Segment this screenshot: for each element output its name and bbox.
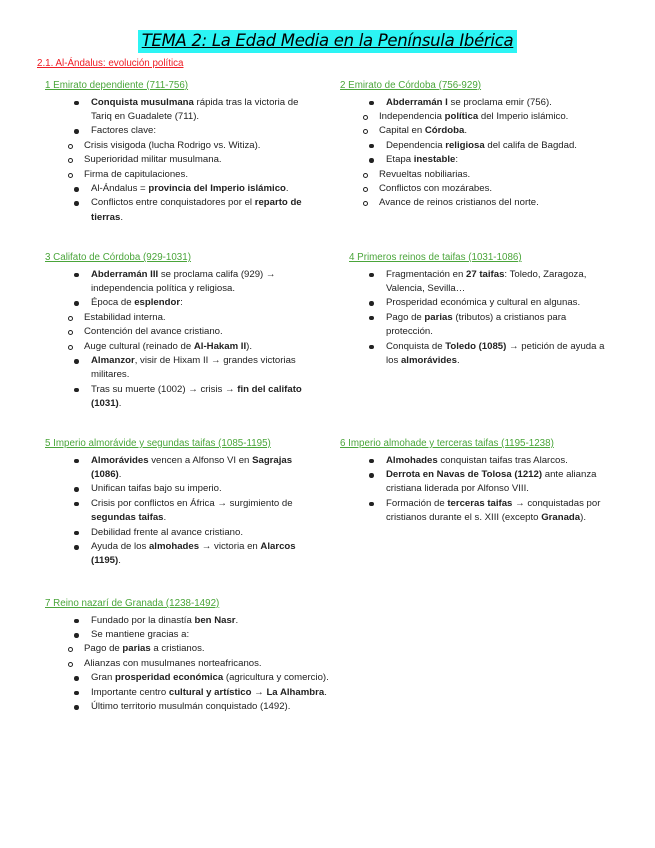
block-imperio-almohade <box>340 437 610 526</box>
bold-text: Conquista musulmana <box>91 96 194 108</box>
item-text: a cristianos. <box>150 643 205 655</box>
sub-list-item <box>0 642 385 656</box>
item-text: Revueltas nobiliarias. <box>379 168 471 180</box>
list-item <box>45 182 315 196</box>
item-text: . <box>235 614 239 626</box>
bold-text: 27 taifas <box>466 268 505 280</box>
item-text: : <box>180 297 183 309</box>
block-emirato-cordoba <box>340 79 630 211</box>
item-text: Fundado por la dinastía <box>91 614 195 626</box>
bold-text: Almorávides <box>91 454 149 466</box>
bold-text: prosperidad económica <box>115 672 224 684</box>
bold-text: almohades <box>148 541 200 553</box>
item-text: Avance de reinos cristianos del norte. <box>379 197 539 209</box>
item-text: vencen a Alfonso VI en <box>148 454 253 466</box>
item-text: Estabilidad interna. <box>84 311 166 323</box>
item-text: Conflictos con mozárabes. <box>379 183 493 195</box>
item-text: . <box>324 686 327 698</box>
item-text: se proclama califa (929) → independencia política y religiosa. <box>91 268 276 295</box>
section-heading: 2.1. Al-Ándalus: evolución política <box>37 58 184 69</box>
bold-text: fin del califato (1031) <box>91 383 302 410</box>
bold-text: Granada <box>541 512 581 524</box>
list-item <box>45 671 385 685</box>
block-heading: 3 Califato de Córdoba (929-1031) <box>45 252 191 263</box>
item-text: . <box>163 512 167 524</box>
bold-text: Sagrajas (1086) <box>91 454 293 481</box>
item-text: , visir de Hixam II → grandes victorias militares. <box>91 355 296 381</box>
list-item <box>45 628 385 642</box>
list-item <box>45 96 315 125</box>
block-list <box>340 454 610 526</box>
list-item <box>45 540 320 569</box>
sub-list-item <box>0 139 315 153</box>
item-text: Fragmentación en <box>386 268 466 280</box>
item-text: . <box>464 125 467 137</box>
item-text: . <box>456 355 460 367</box>
bold-text: religiosa <box>445 139 485 151</box>
list-item <box>45 497 320 526</box>
page-title-text: TEMA 2: La Edad Media en la Península Ibérica <box>138 30 518 53</box>
item-text: → victoria en <box>199 541 261 553</box>
bold-text: política <box>444 111 479 123</box>
block-list <box>45 614 385 715</box>
list-item <box>45 268 315 297</box>
item-text: del Imperio islámico. <box>478 111 569 123</box>
list-item <box>45 614 385 628</box>
list-item <box>340 96 630 110</box>
item-text: Independencia <box>379 111 445 123</box>
block-heading: 7 Reino nazarí de Granada (1238-1492) <box>45 598 220 609</box>
item-text: Pago de <box>386 311 425 323</box>
item-text: Al-Ándalus = <box>91 183 149 195</box>
bold-text: Al-Hakam II <box>193 340 247 352</box>
item-text: → conquistadas por cristianos durante el s. XIII (excepto <box>386 497 601 524</box>
block-imperio-almoravide <box>45 437 320 569</box>
bold-text: segundas taifas <box>91 512 164 524</box>
block-heading: 1 Emirato dependiente (711-756) <box>45 80 189 91</box>
item-text: Debilidad frente al avance cristiano. <box>91 526 243 538</box>
sub-list-item <box>294 168 630 182</box>
item-text: Se mantiene gracias a: <box>91 629 190 641</box>
block-list <box>340 268 614 369</box>
item-text: Firma de capitulaciones. <box>84 168 188 180</box>
item-text: Crisis por conflictos en África → surgimiento de <box>91 497 293 509</box>
list-item <box>45 124 315 138</box>
item-text: → petición de ayuda a los <box>386 340 605 367</box>
item-text: . <box>285 183 289 195</box>
item-text: : <box>455 154 459 166</box>
item-text: Etapa <box>386 154 414 166</box>
item-text: Época de <box>91 297 135 309</box>
bold-text: Almohades <box>386 454 438 466</box>
bold-text: Derrota en Navas de Tolosa (1212) <box>386 469 543 481</box>
bold-text: parias <box>122 643 151 655</box>
block-heading: 5 Imperio almorávide y segundas taifas (1085-1195) <box>45 438 271 449</box>
bold-text: esplendor <box>134 297 181 309</box>
list-item <box>45 686 385 700</box>
item-text: . <box>118 469 122 481</box>
sub-list-item <box>294 196 630 210</box>
item-text: Pago de <box>84 643 123 655</box>
item-text: (tributos) a cristianos para protección. <box>386 311 567 338</box>
item-text: Unifican taifas bajo su imperio. <box>91 483 222 495</box>
item-text: rápida tras la victoria de Tariq en Guadalete (711). <box>91 96 299 123</box>
bold-text: reparto de tierras <box>91 197 302 223</box>
item-text: Dependencia <box>386 139 446 151</box>
block-list <box>340 96 630 211</box>
list-item <box>340 497 610 526</box>
item-text: . <box>118 555 121 567</box>
item-text: ). <box>246 340 253 352</box>
block-list <box>45 454 320 569</box>
bold-text: Abderramán I <box>386 96 448 108</box>
item-text: Crisis visigoda (lucha Rodrigo vs. Witiza). <box>84 139 261 151</box>
block-califato-cordoba <box>45 251 315 412</box>
sub-list-item <box>0 168 315 182</box>
bold-text: Alarcos (1195) <box>91 541 296 567</box>
block-list <box>45 268 315 412</box>
sub-list-item <box>0 340 315 354</box>
block-heading: 2 Emirato de Córdoba (756-929) <box>340 80 482 91</box>
item-text: Importante centro <box>91 686 169 698</box>
sub-list-item <box>0 657 385 671</box>
list-item <box>340 340 614 369</box>
sub-list-item <box>294 110 630 124</box>
list-item <box>45 526 320 540</box>
bold-text: almorávides <box>400 355 457 367</box>
item-text: Ayuda de los <box>91 541 149 553</box>
list-item <box>340 454 610 468</box>
item-text: del califa de Bagdad. <box>484 139 577 151</box>
list-item <box>340 153 630 167</box>
block-emirato-dependiente <box>45 79 315 225</box>
item-text: Superioridad militar musulmana. <box>84 154 222 166</box>
item-text: ). <box>580 512 586 524</box>
item-text: Factores clave: <box>91 125 157 137</box>
list-item <box>45 354 315 383</box>
bold-text: inestable <box>413 154 456 166</box>
bold-text: Toledo (1085) <box>445 340 507 352</box>
bold-text: ben Nasr <box>194 614 236 626</box>
list-item <box>340 268 614 297</box>
list-item <box>340 311 614 340</box>
list-item <box>45 482 320 496</box>
list-item <box>45 383 315 412</box>
list-item <box>340 296 614 310</box>
item-text: : Toledo, Zaragoza, Valencia, Sevilla… <box>386 268 587 295</box>
bold-text: parias <box>424 311 453 323</box>
item-text: Alianzas con musulmanes norteafricanos. <box>84 657 262 669</box>
item-text: . <box>118 398 122 410</box>
item-text: Conquista de <box>386 340 446 352</box>
page-title <box>0 30 655 53</box>
item-text: Auge cultural (reinado de <box>84 340 194 352</box>
item-text: . <box>120 211 124 223</box>
bold-text: Almanzor <box>91 355 135 367</box>
item-text: Conflictos entre conquistadores por el <box>91 197 255 209</box>
bold-text: La Alhambra <box>266 686 325 698</box>
block-list <box>45 96 315 226</box>
list-item <box>340 468 610 497</box>
item-text: Formación de <box>386 497 448 509</box>
list-item <box>45 296 315 310</box>
item-text: Gran <box>91 672 115 684</box>
bold-text: terceras taifas <box>447 497 513 509</box>
list-item <box>45 454 320 483</box>
block-heading: 4 Primeros reinos de taifas (1031-1086) <box>349 252 522 263</box>
sub-list-item <box>294 182 630 196</box>
item-text: Tras su muerte (1002) → crisis → <box>91 383 238 395</box>
list-item <box>45 196 315 225</box>
sub-list-item <box>0 153 315 167</box>
bold-text: Córdoba <box>424 125 465 137</box>
item-text: ante alianza cristiana liderada por Alfonso VIII. <box>386 469 597 495</box>
block-primeros-taifas <box>349 251 614 368</box>
item-text: conquistan taifas tras Alarcos. <box>437 454 568 466</box>
list-item <box>340 139 630 153</box>
item-text: (agricultura y comercio). <box>223 672 329 684</box>
item-text: Contención del avance cristiano. <box>84 326 223 338</box>
sub-list-item <box>294 124 630 138</box>
sub-list-item <box>0 325 315 339</box>
bold-text: provincia del Imperio islámico <box>148 183 286 195</box>
item-text: → <box>251 686 267 698</box>
item-text: Último territorio musulmán conquistado (1492). <box>91 701 291 713</box>
item-text: se proclama emir (756). <box>447 96 552 108</box>
bold-text: cultural y artístico <box>168 686 252 698</box>
bold-text: Abderramán III <box>91 268 159 280</box>
block-heading: 6 Imperio almohade y terceras taifas (1195-1238) <box>340 438 554 449</box>
block-reino-nazari <box>45 597 385 714</box>
list-item <box>45 700 385 714</box>
item-text: Prosperidad económica y cultural en algunas. <box>386 297 581 309</box>
sub-list-item <box>0 311 315 325</box>
item-text: Capital en <box>379 125 425 137</box>
